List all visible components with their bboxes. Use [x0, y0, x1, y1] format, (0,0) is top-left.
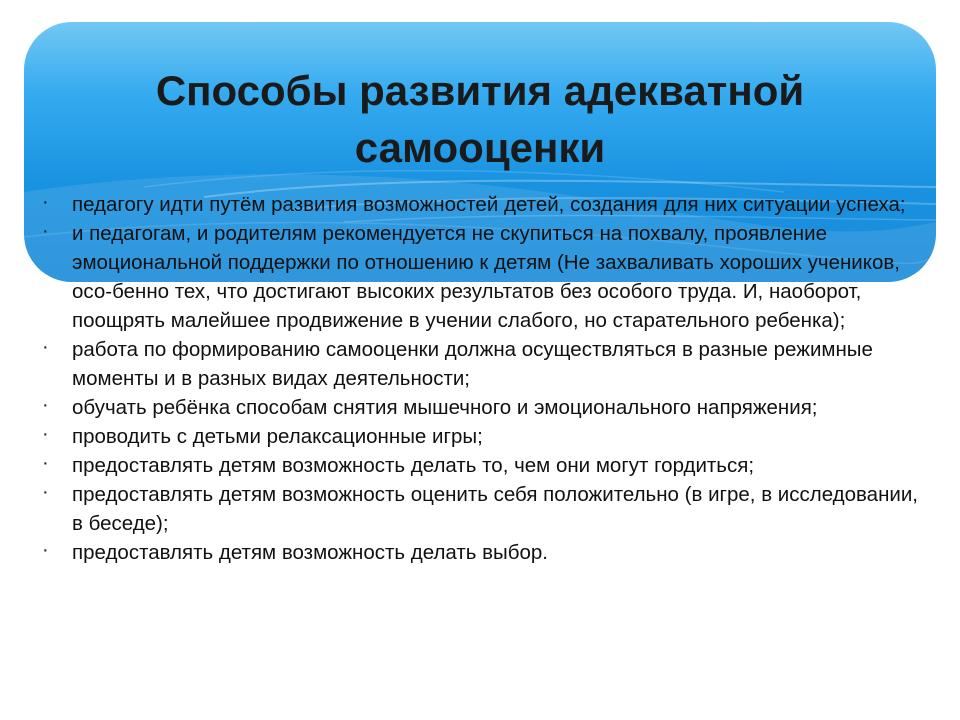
list-item-text: и педагогам, и родителям рекомендуется не скупиться на похвалу, проявление эмоциональной поддержки по отношению к детям (Не захваливать хороших учеников, осо-бенно тех, что достигают высоких результатов без особого труда. И, наоборот, поощрять малейшее продвижение в учении слабого, но старательного ребенка); — [72, 222, 900, 332]
list-item-text: предоставлять детям возможность оценить себя положительно (в игре, в исследовании, в беседе); — [72, 483, 918, 535]
bullet-icon: · — [42, 394, 49, 416]
bullet-icon: · — [42, 452, 49, 474]
list-item — [42, 538, 922, 567]
bullet-icon: · — [42, 220, 49, 242]
list-item-text: предоставлять детям возможность делать то, чем они могут гордиться; — [72, 454, 755, 477]
list-item-text: работа по формированию самооценки должна осуществляться в разные режимные моменты и в разных видах деятельности; — [72, 338, 873, 390]
slide-title — [60, 62, 900, 176]
bullet-icon: · — [42, 423, 49, 445]
bullet-icon: · — [42, 481, 49, 503]
list-item-text: педагогу идти путём развития возможностей детей, создания для них ситуации успеха; — [72, 193, 906, 216]
bullet-list — [42, 190, 922, 567]
list-item — [42, 219, 922, 335]
list-item — [42, 393, 922, 422]
list-item — [42, 422, 922, 451]
list-item-text: предоставлять детям возможность делать выбор. — [72, 541, 549, 564]
list-item — [42, 451, 922, 480]
list-item — [42, 190, 922, 219]
list-item-text: обучать ребёнка способам снятия мышечного и эмоционального напряжения; — [72, 396, 818, 419]
list-item-text: проводить с детьми релаксационные игры; — [72, 425, 483, 448]
list-item — [42, 335, 922, 393]
bullet-icon: · — [42, 191, 49, 213]
bullet-icon: · — [42, 336, 49, 358]
slide-title-line-2: самооценки — [354, 124, 606, 171]
list-item — [42, 480, 922, 538]
slide-title-line-1: Способы развития адекватной — [155, 67, 805, 114]
bullet-icon: · — [42, 539, 49, 561]
